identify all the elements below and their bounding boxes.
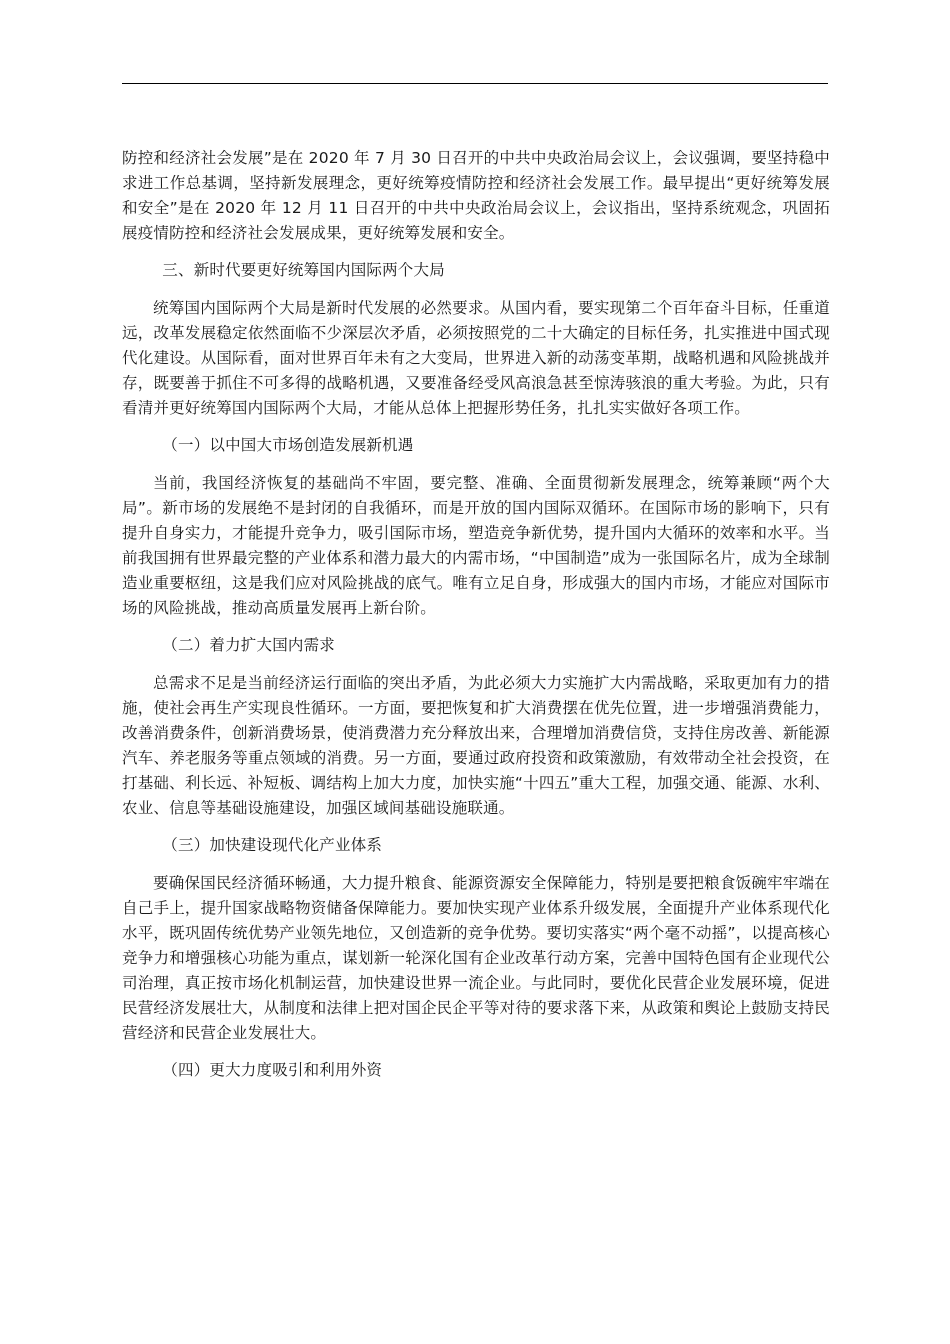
paragraph: 统筹国内国际两个大局是新时代发展的必然要求。从国内看，要实现第二个百年奋斗目标，任重道远，改革发展稳定依然面临不少深层次矛盾，必须按照党的二十大确定的目标任务，扎实推进中国式现代化建设。从国际看，面对世界百年未有之大变局，世界进入新的动荡变革期，战略机遇和风险挑战并存，既要善于抓住不可多得的战略机遇，又要准备经受风高浪急甚至惊涛骇浪的重大考验。为此，只有看清并更好统筹国内国际两个大局，才能从总体上把握形势任务，扎扎实实做好各项工作。 [122, 299, 830, 417]
subsection-heading-1: （一）以中国大市场创造发展新机遇 [162, 436, 414, 454]
paragraph: 当前，我国经济恢复的基础尚不牢固，要完整、准确、全面贯彻新发展理念，统筹兼顾“两个大局”。新市场的发展绝不是封闭的自我循环，而是开放的国内国际双循环。在国际市场的影响下，只有提升自身实力，才能提升竞争力，吸引国际市场，塑造竞争新优势，提升国内大循环的效率和水平。当前我国拥有世界最完整的产业体系和潜力最大的内需市场，“中国制造”成为一张国际名片，成为全球制造业重要枢纽，这是我们应对风险挑战的底气。唯有立足自身，形成强大的国内市场，才能应对国际市场的风险挑战，推动高质量发展再上新台阶。 [122, 474, 830, 617]
paragraph: 总需求不足是当前经济运行面临的突出矛盾，为此必须大力实施扩大内需战略，采取更加有力的措施，使社会再生产实现良性循环。一方面，要把恢复和扩大消费摆在优先位置，进一步增强消费能力，改善消费条件，创新消费场景，使消费潜力充分释放出来，合理增加消费信贷，支持住房改善、新能源汽车、养老服务等重点领域的消费。另一方面，要通过政府投资和政策激励，有效带动全社会投资，在打基础、利长远、补短板、调结构上加大力度，加快实施“十四五”重大工程，加强交通、能源、水利、农业、信息等基础设施建设，加强区域间基础设施联通。 [122, 674, 830, 817]
subsection-heading-4: （四）更大力度吸引和利用外资 [162, 1061, 383, 1079]
subsection-heading-3: （三）加快建设现代化产业体系 [162, 836, 383, 854]
section-heading-3: 三、新时代要更好统筹国内国际两个大局 [162, 261, 445, 279]
paragraph: 要确保国民经济循环畅通，大力提升粮食、能源资源安全保障能力，特别是要把粮食饭碗牢牢端在自己手上，提升国家战略物资储备保障能力。要加快实现产业体系升级发展，全面提升产业体系现代化水平，既巩固传统优势产业领先地位，又创造新的竞争优势。要切实落实“两个毫不动摇”，以提高核心竞争力和增强核心功能为重点，谋划新一轮深化国有企业改革行动方案，完善中国特色国有企业现代公司治理，真正按市场化机制运营，加快建设世界一流企业。与此同时，要优化民营企业发展环境，促进民营经济发展壮大，从制度和法律上把对国企民企平等对待的要求落下来，从政策和舆论上鼓励支持民营经济和民营企业发展壮大。 [122, 874, 830, 1042]
subsection-heading-2: （二）着力扩大国内需求 [162, 636, 335, 654]
document-body [122, 146, 830, 1096]
paragraph-continuation: 防控和经济社会发展”是在 2020 年 7 月 30 日召开的中共中央政治局会议上，会议强调，要坚持稳中求进工作总基调，坚持新发展理念，更好统筹疫情防控和经济社会发展工作。最早提出“更好统筹发展和安全”是在 2020 年 12 月 11 日召开的中共中央政治局会议上，会议指出，坚持系统观念，巩固拓展疫情防控和经济社会发展成果，更好统筹发展和安全。 [122, 149, 830, 242]
header-rule [122, 83, 828, 84]
